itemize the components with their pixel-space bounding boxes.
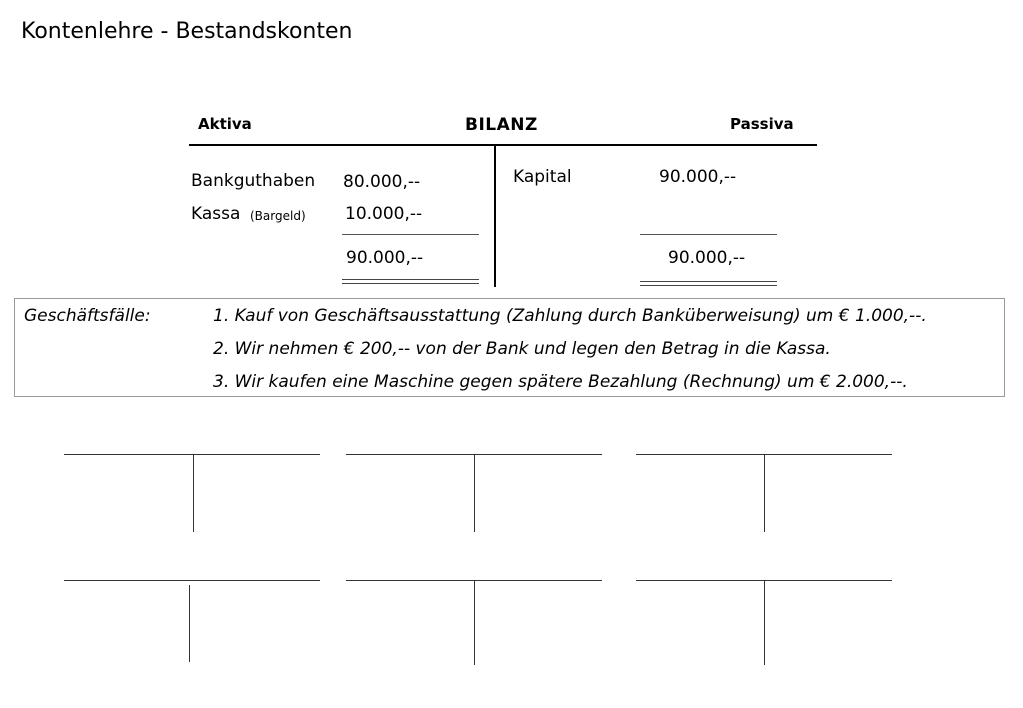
- aktiva-amount-bankguthaben: 80.000,--: [343, 172, 421, 192]
- passiva-amount-kapital: 90.000,--: [659, 167, 737, 187]
- aktiva-name-kassa: Kassa: [191, 204, 241, 224]
- bilanz-top-line: [189, 144, 817, 146]
- passiva-label: Passiva: [730, 115, 794, 133]
- passiva-name-kapital: Kapital: [513, 167, 572, 187]
- aktiva-double-underline: [342, 279, 479, 284]
- passiva-sum-line: [640, 234, 777, 235]
- aktiva-amount-kassa: 10.000,--: [345, 204, 423, 224]
- business-cases-label: Geschäftsfälle:: [24, 306, 151, 326]
- aktiva-total: 90.000,--: [346, 248, 424, 268]
- aktiva-note-kassa: (Bargeld): [250, 209, 306, 223]
- business-case-2: 2. Wir nehmen € 200,-- von der Bank und legen den Betrag in die Kassa.: [213, 339, 831, 359]
- bilanz-center-line: [494, 146, 496, 287]
- page-title: Kontenlehre - Bestandskonten: [21, 19, 353, 44]
- aktiva-label: Aktiva: [198, 115, 252, 133]
- aktiva-sum-line: [342, 234, 479, 235]
- business-case-1: 1. Kauf von Geschäftsausstattung (Zahlung durch Banküberweisung) um € 1.000,--.: [213, 306, 927, 326]
- passiva-total: 90.000,--: [668, 248, 746, 268]
- passiva-double-underline: [640, 281, 777, 286]
- business-case-3: 3. Wir kaufen eine Maschine gegen spätere Bezahlung (Rechnung) um € 2.000,--.: [213, 372, 908, 392]
- aktiva-name-bankguthaben: Bankguthaben: [191, 171, 316, 191]
- bilanz-title: BILANZ: [465, 115, 538, 135]
